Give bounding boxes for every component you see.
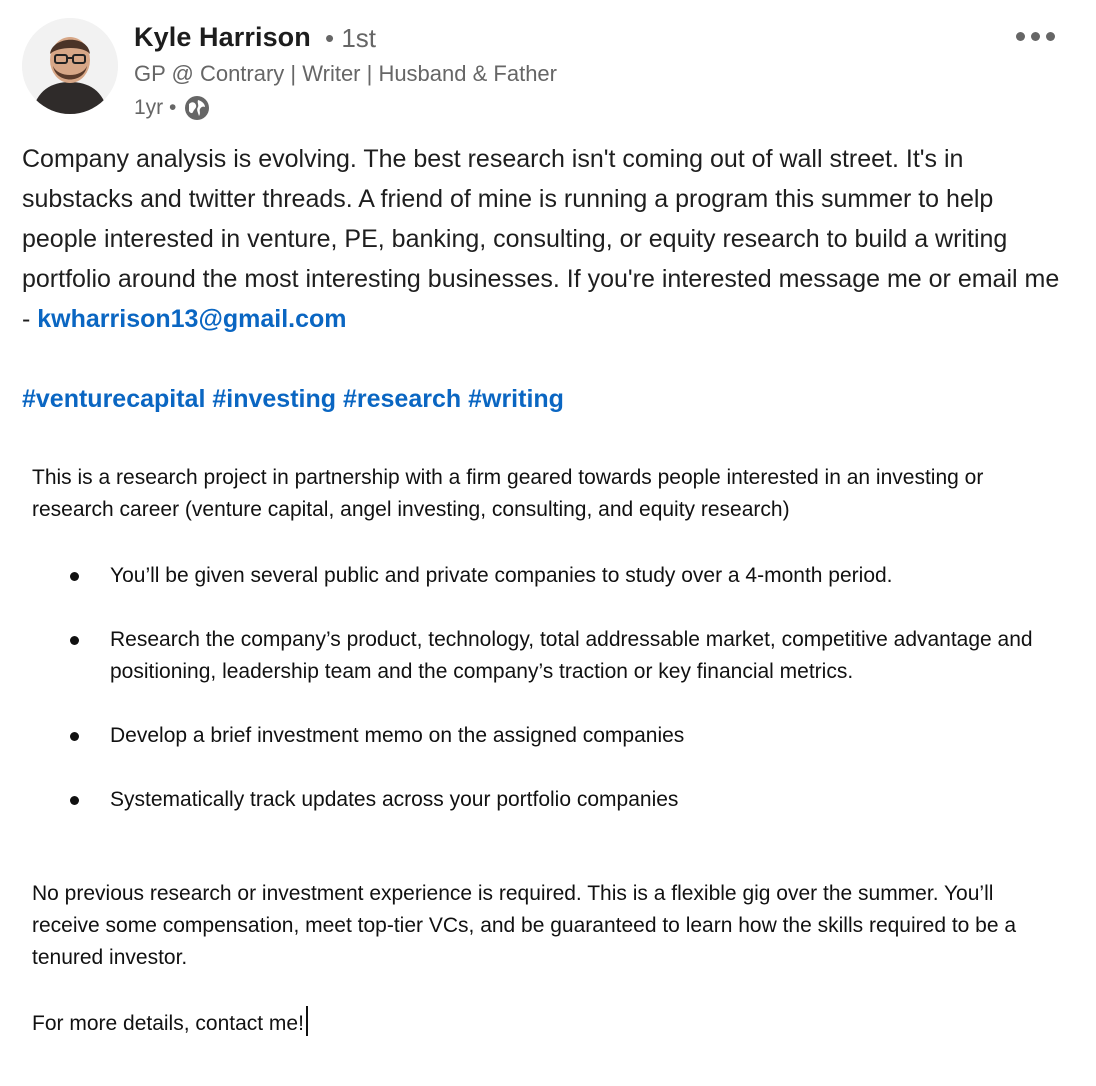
- bullet-text: You’ll be given several public and private companies to study over a 4-month period.: [110, 564, 893, 587]
- post-message: Company analysis is evolving. The best research isn't coming out of wall street. It's in substacks and twitter threads. A friend of mine is running a program this summer to help people interested in venture, PE, banking, consulting, or equity research to build a writing portfolio around the most interesting businesses. If you're interested message me or email me -: [22, 145, 1060, 333]
- hashtag-investing[interactable]: #investing: [212, 385, 337, 413]
- contact-text: For more details, contact me!: [32, 1012, 304, 1035]
- bullet-item: [32, 784, 1062, 816]
- author-name[interactable]: Kyle Harrison: [134, 22, 311, 52]
- hashtag-venturecapital[interactable]: #venturecapital: [22, 385, 206, 413]
- document-bullets: [32, 560, 1062, 816]
- bullet-item: [32, 560, 1062, 592]
- hashtag-list: [22, 380, 564, 418]
- text-cursor: [306, 1006, 308, 1036]
- more-options-icon[interactable]: [1016, 28, 1062, 44]
- bullet-icon: [70, 572, 79, 581]
- hashtag-writing[interactable]: #writing: [468, 385, 564, 413]
- email-link[interactable]: kwharrison13@gmail.com: [37, 305, 347, 333]
- post-time: 1yr •: [134, 96, 177, 119]
- bullet-icon: [70, 636, 79, 645]
- dot-icon: [1016, 32, 1025, 41]
- post-text: [22, 139, 1072, 339]
- bullet-icon: [70, 796, 79, 805]
- bullet-item: [32, 624, 1062, 688]
- post-meta: [134, 94, 211, 122]
- connection-degree: • 1st: [325, 23, 377, 53]
- post-header: [22, 18, 1074, 118]
- bullet-text: Research the company’s product, technology, total addressable market, competitive advantage and positioning, leadership team and the company’s traction or key financial metrics.: [110, 628, 1033, 683]
- bullet-text: Systematically track updates across your portfolio companies: [110, 788, 679, 811]
- bullet-icon: [70, 732, 79, 741]
- author-avatar[interactable]: [22, 18, 118, 114]
- document-contact: [32, 1006, 1062, 1040]
- globe-icon: [183, 94, 211, 122]
- hashtag-research[interactable]: #research: [342, 385, 462, 413]
- document-closing: No previous research or investment experience is required. This is a flexible gig over the summer. You’ll receive some compensation, meet top-tier VCs, and be guaranteed to learn how the skills required to be a tenured investor.: [32, 882, 1017, 969]
- document-intro: This is a research project in partnership with a firm geared towards people interested in an investing or research career (venture capital, angel investing, consulting, and equity research): [32, 466, 984, 521]
- dot-icon: [1046, 32, 1055, 41]
- avatar-image: [22, 18, 118, 114]
- bullet-text: Develop a brief investment memo on the assigned companies: [110, 724, 685, 747]
- dot-icon: [1031, 32, 1040, 41]
- bullet-item: [32, 720, 1062, 752]
- author-headline: GP @ Contrary | Writer | Husband & Father: [134, 61, 557, 86]
- attached-document: [32, 462, 1062, 1040]
